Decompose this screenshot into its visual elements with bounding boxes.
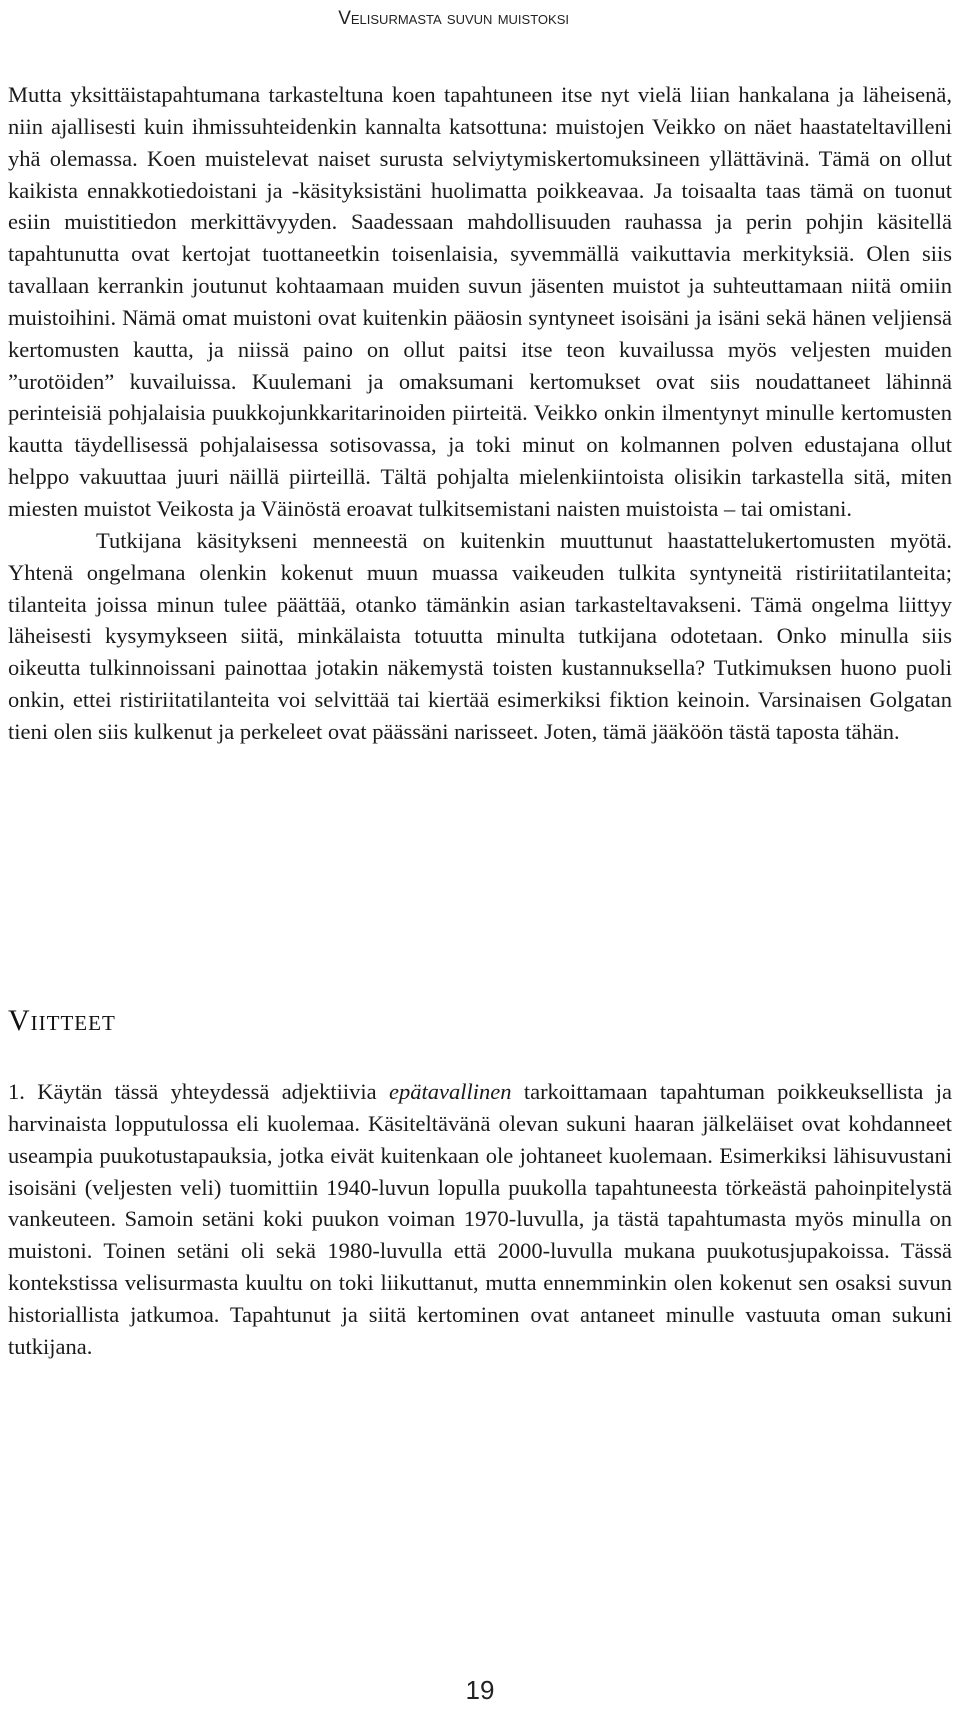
page-number: 19 [465, 1675, 495, 1705]
running-header: Velisurmasta suvun muistoksi [338, 8, 569, 29]
footnote-text: tarkoittamaan tapahtuman poikkeuksellista ja harvinaista lopputulossa eli kuolemaa. Käsiteltävänä olevan sukuni haaran jälkeläiset ovat kohdanneet useampia puukotustapauksia, jotka eivät kuitenkaan ole johtaneet kuolemaan. Esimerkiksi lähisuvustani isoisäni (veljesten veli) tuomittiin 1940-luvun lopulla puukolla tapahtuneesta törkeästä pahoinpitelystä vankeuteen. Samoin setäni koki puukon voiman 1970-luvulla, ja tästä tapahtumasta myös minulla on muistoni. Toinen setäni oli sekä 1980-luvulla että 2000-luvulla mukana puukotusjupakoissa. Tässä kontekstissa velisurmasta kuultu on toki liikuttanut, mutta ennemminkin olen kokenut sen osaksi suvun historiallista jatkumoa. Tapahtunut ja siitä kertominen ovat antaneet minulle vastuuta oman sukuni tutkijana. [8, 1079, 952, 1359]
footnote-emphasis: epätavallinen [389, 1079, 512, 1104]
footnote-text: 1. Käytän tässä yhteydessä adjektiivia [8, 1079, 390, 1104]
footnote-1 [8, 1076, 952, 1363]
notes-heading: Viitteet [8, 1004, 116, 1037]
body-paragraph: Mutta yksittäistapahtumana tarkasteltuna koen tapahtuneen itse nyt vielä liian hankalana ja läheisenä, niin ajallisesti kuin ihmissuhteidenkin kannalta katsottuna: muistojen Veikko on näet haastateltavilleni yhä olemassa. Koen muistelevat naiset surusta selviytymiskertomuksineen yllättävinä. Tämä on ollut kaikista ennakkotiedoistani ja -käsityksistäni huolimatta poikkeavaa. Ja toisaalta taas tämä on tuonut esiin muistitiedon merkittävyyden. Saadessaan mahdollisuuden rauhassa ja perin pohjin käsitellä tapahtunutta ovat kertojat tuottaneetkin toisenlaisia, syvemmällä vaikuttavia merkityksiä. Olen siis tavallaan kerrankin joutunut kohtaamaan muiden suvun jäsenten muistot ja suhteuttamaan niitä omiin muistoihini. Nämä omat muistoni ovat kuitenkin pääosin syntyneet isoisäni ja isäni sekä hänen veljiensä kertomusten kautta, ja niissä paino on ollut paitsi itse teon kuvailussa myös veljesten muiden ”urotöiden” kuvailuissa. Kuulemani ja omaksumani kertomukset ovat siis noudattaneet lähinnä perinteisiä pohjalaisia puukkojunkkaritarinoiden piirteitä. Veikko onkin ilmentynyt minulle kertomusten kautta täydellisessä pohjalaisessa sotisovassa, ja toki minut on kolmannen polven edustajana ollut helppo vakuuttaa juuri näillä piirteillä. Tältä pohjalta mielenkiintoista olisikin tarkastella sitä, miten miesten muistot Veikosta ja Väinöstä eroavat tulkitsemistani naisten muistoista – tai omistani. [8, 82, 952, 521]
body-text [8, 79, 952, 748]
body-paragraph: Tutkijana käsitykseni menneestä on kuitenkin muuttunut haastattelukertomusten myötä. Yhtenä ongelmana olenkin kokenut muun muassa vaikeuden tulkita syntyneitä ristiriitatilanteita; tilanteita joissa minun tulee päättää, otanko tämänkin asian tarkasteltavakseni. Tämä ongelma liittyy läheisesti kysymykseen siitä, minkälaista totuutta minulta tutkijana odotetaan. Onko minulla siis oikeutta tulkinnoissani painottaa jotakin näkemystä toisten kustannuksella? Tutkimuksen huono puoli onkin, ettei ristiriitatilanteita voi selvittää tai kiertää esimerkiksi fiktion keinoin. Varsinaisen Golgatan tieni olen siis kulkenut ja perkeleet ovat päässäni narisseet. Joten, tämä jääköön tästä taposta tähän. [8, 527, 952, 744]
